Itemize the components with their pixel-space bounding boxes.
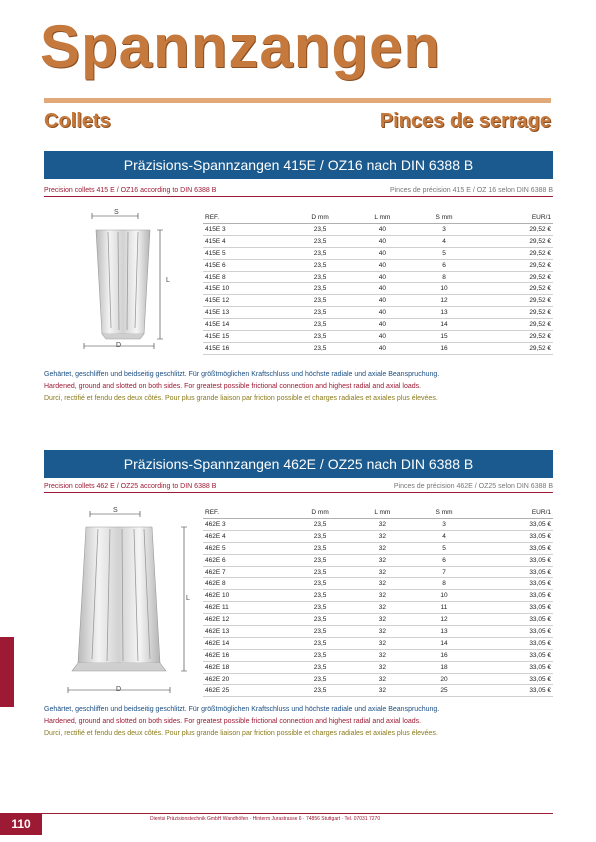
table-row — [203, 685, 553, 697]
description-german: Gehärtet, geschliffen und beidseitig geschlitzt. Für größtmöglichen Kraftschluss und höchste radiale und axiale Beanspruchung. — [44, 371, 440, 378]
section-banner-462e: Präzisions-Spannzangen 462E / OZ25 nach DIN 6388 B — [44, 450, 553, 478]
cell-l: 32 — [352, 530, 412, 542]
cell-l: 40 — [352, 319, 412, 331]
cell-l: 32 — [352, 649, 412, 661]
cell-price: 33,05 € — [476, 602, 553, 614]
table-row — [203, 602, 553, 614]
cell-s: 12 — [412, 614, 475, 626]
table-row — [203, 342, 553, 354]
cell-ref: 415E 14 — [203, 319, 288, 331]
cell-price: 29,52 € — [476, 342, 553, 354]
cell-l: 32 — [352, 673, 412, 685]
cell-s: 3 — [412, 224, 475, 236]
cell-d: 23,5 — [288, 673, 352, 685]
table-header-row — [203, 507, 553, 519]
cell-l: 32 — [352, 626, 412, 638]
col-s: S mm — [412, 507, 475, 519]
cell-s: 5 — [412, 542, 475, 554]
description-german: Gehärtet, geschliffen und beidseitig geschlitzt. Für größtmöglichen Kraftschluss und höchste radiale und axiale Beanspruchung. — [44, 706, 440, 713]
cell-d: 23,5 — [288, 637, 352, 649]
caption-french: Pinces de précision 415 E / OZ 16 selon DIN 6388 B — [389, 187, 553, 194]
table-row — [203, 235, 553, 247]
table-row — [203, 283, 553, 295]
cell-s: 5 — [412, 247, 475, 259]
table-row — [203, 295, 553, 307]
cell-l: 32 — [352, 590, 412, 602]
cell-l: 32 — [352, 566, 412, 578]
cell-price: 33,05 € — [476, 614, 553, 626]
cell-s: 16 — [412, 342, 475, 354]
cell-ref: 462E 20 — [203, 673, 288, 685]
cell-s: 20 — [412, 673, 475, 685]
cell-ref: 415E 5 — [203, 247, 288, 259]
cell-price: 29,52 € — [476, 331, 553, 343]
table-row — [203, 578, 553, 590]
cell-ref: 462E 4 — [203, 530, 288, 542]
dim-s-label: S — [114, 209, 119, 216]
cell-ref: 462E 25 — [203, 685, 288, 697]
footer-rule — [42, 813, 553, 814]
cell-s: 10 — [412, 283, 475, 295]
cell-l: 32 — [352, 661, 412, 673]
cell-ref: 462E 14 — [203, 637, 288, 649]
cell-ref: 462E 8 — [203, 578, 288, 590]
cell-d: 23,5 — [288, 685, 352, 697]
cell-d: 23,5 — [288, 590, 352, 602]
table-row — [203, 331, 553, 343]
dim-s-label: S — [113, 507, 118, 514]
description-french: Durci, rectifié et fendu des deux côtés. Pour plus grande liaison par friction possible et charges radiales et axiales plus élevées. — [44, 730, 438, 737]
cell-d: 23,5 — [288, 259, 352, 271]
table-row — [203, 259, 553, 271]
cell-s: 6 — [412, 554, 475, 566]
cell-s: 8 — [412, 578, 475, 590]
cell-d: 23,5 — [288, 271, 352, 283]
cell-price: 29,52 € — [476, 271, 553, 283]
table-row — [203, 519, 553, 531]
cell-price: 33,05 € — [476, 649, 553, 661]
cell-d: 23,5 — [288, 295, 352, 307]
cell-l: 40 — [352, 295, 412, 307]
page-number: 110 — [0, 813, 42, 835]
cell-ref: 462E 3 — [203, 519, 288, 531]
spec-table-462e — [203, 507, 553, 697]
cell-ref: 462E 12 — [203, 614, 288, 626]
cell-ref: 415E 4 — [203, 235, 288, 247]
cell-d: 23,5 — [288, 649, 352, 661]
cell-price: 33,05 € — [476, 530, 553, 542]
col-d: D mm — [288, 212, 352, 224]
cell-price: 29,52 € — [476, 259, 553, 271]
cell-ref: 415E 16 — [203, 342, 288, 354]
cell-d: 23,5 — [288, 554, 352, 566]
cell-s: 11 — [412, 602, 475, 614]
cell-d: 23,5 — [288, 342, 352, 354]
cell-l: 40 — [352, 283, 412, 295]
description-english: Hardened, ground and slotted on both sides. For greatest possible frictional connection and highest radial and axial loads. — [44, 718, 422, 725]
cell-l: 32 — [352, 554, 412, 566]
cell-d: 23,5 — [288, 602, 352, 614]
col-l: L mm — [352, 507, 412, 519]
caption-rule — [44, 492, 553, 493]
cell-price: 33,05 € — [476, 566, 553, 578]
cell-l: 32 — [352, 614, 412, 626]
subtitle-english: Collets — [44, 110, 111, 132]
table-row — [203, 566, 553, 578]
cell-s: 7 — [412, 566, 475, 578]
cell-d: 23,5 — [288, 578, 352, 590]
cell-l: 40 — [352, 331, 412, 343]
cell-l: 32 — [352, 519, 412, 531]
cell-d: 23,5 — [288, 566, 352, 578]
cell-d: 23,5 — [288, 614, 352, 626]
title-rule — [44, 98, 551, 103]
table-row — [203, 224, 553, 236]
cell-l: 40 — [352, 224, 412, 236]
cell-l: 40 — [352, 259, 412, 271]
side-tab-marker — [0, 637, 14, 707]
cell-s: 18 — [412, 661, 475, 673]
cell-s: 25 — [412, 685, 475, 697]
table-row — [203, 661, 553, 673]
table-row — [203, 626, 553, 638]
cell-ref: 462E 6 — [203, 554, 288, 566]
cell-ref: 462E 18 — [203, 661, 288, 673]
cell-ref: 462E 16 — [203, 649, 288, 661]
collet-462e-drawing — [60, 505, 200, 699]
cell-l: 32 — [352, 602, 412, 614]
footer-address: Dientsi Präzisionstechnik GmbH Wandhöfen · Hinterm Jurastrasse 6 · 74856 Stuttgart · Tel. 07031 7270 — [150, 816, 381, 822]
cell-ref: 462E 13 — [203, 626, 288, 638]
caption-english: Precision collets 415 E / OZ16 according to DIN 6388 B — [44, 187, 217, 194]
dim-l-label: L — [166, 277, 170, 284]
cell-d: 23,5 — [288, 224, 352, 236]
table-row — [203, 530, 553, 542]
dim-d-label: D — [116, 686, 122, 693]
section-banner-415e: Präzisions-Spannzangen 415E / OZ16 nach DIN 6388 B — [44, 151, 553, 179]
cell-price: 29,52 € — [476, 307, 553, 319]
cell-price: 29,52 € — [476, 319, 553, 331]
cell-price: 29,52 € — [476, 224, 553, 236]
cell-price: 33,05 € — [476, 542, 553, 554]
table-row — [203, 271, 553, 283]
cell-s: 4 — [412, 530, 475, 542]
cell-d: 23,5 — [288, 331, 352, 343]
cell-l: 32 — [352, 685, 412, 697]
cell-price: 33,05 € — [476, 519, 553, 531]
cell-l: 32 — [352, 578, 412, 590]
cell-l: 40 — [352, 307, 412, 319]
table-row — [203, 247, 553, 259]
cell-s: 6 — [412, 259, 475, 271]
cell-l: 32 — [352, 637, 412, 649]
description-english: Hardened, ground and slotted on both sides. For greatest possible frictional connection and highest radial and axial loads. — [44, 383, 422, 390]
description-french: Durci, rectifié et fendu des deux côtés. Pour plus grande liaison par friction possible et charges radiales et axiales plus élevées. — [44, 395, 438, 402]
cell-s: 14 — [412, 319, 475, 331]
caption-rule — [44, 196, 553, 197]
cell-ref: 462E 5 — [203, 542, 288, 554]
cell-d: 23,5 — [288, 283, 352, 295]
table-row — [203, 554, 553, 566]
table-row — [203, 614, 553, 626]
col-d: D mm — [288, 507, 352, 519]
cell-s: 3 — [412, 519, 475, 531]
page-title: Spannzangen — [40, 13, 442, 80]
cell-price: 33,05 € — [476, 673, 553, 685]
cell-d: 23,5 — [288, 319, 352, 331]
cell-ref: 462E 10 — [203, 590, 288, 602]
subtitle-french: Pinces de serrage — [379, 110, 551, 132]
cell-ref: 462E 11 — [203, 602, 288, 614]
cell-s: 16 — [412, 649, 475, 661]
cell-d: 23,5 — [288, 542, 352, 554]
cell-price: 33,05 € — [476, 637, 553, 649]
cell-ref: 415E 15 — [203, 331, 288, 343]
cell-d: 23,5 — [288, 530, 352, 542]
spec-table-415e — [203, 212, 553, 355]
col-s: S mm — [412, 212, 475, 224]
cell-s: 15 — [412, 331, 475, 343]
cell-price: 29,52 € — [476, 235, 553, 247]
cell-price: 29,52 € — [476, 295, 553, 307]
cell-s: 4 — [412, 235, 475, 247]
cell-ref: 415E 12 — [203, 295, 288, 307]
caption-english: Precision collets 462 E / OZ25 according to DIN 6388 B — [44, 483, 217, 490]
cell-ref: 415E 13 — [203, 307, 288, 319]
cell-d: 23,5 — [288, 235, 352, 247]
cell-l: 40 — [352, 247, 412, 259]
col-ref: REF. — [203, 212, 288, 224]
table-row — [203, 307, 553, 319]
col-l: L mm — [352, 212, 412, 224]
caption-french: Pinces de précision 462E / OZ25 selon DIN 6388 B — [393, 483, 553, 490]
cell-price: 33,05 € — [476, 685, 553, 697]
table-row — [203, 542, 553, 554]
cell-price: 29,52 € — [476, 283, 553, 295]
cell-price: 33,05 € — [476, 590, 553, 602]
cell-price: 33,05 € — [476, 626, 553, 638]
cell-ref: 415E 3 — [203, 224, 288, 236]
cell-d: 23,5 — [288, 247, 352, 259]
cell-price: 33,05 € — [476, 661, 553, 673]
dim-l-label: L — [186, 595, 190, 602]
col-ref: REF. — [203, 507, 288, 519]
cell-d: 23,5 — [288, 661, 352, 673]
cell-s: 12 — [412, 295, 475, 307]
cell-price: 33,05 € — [476, 554, 553, 566]
cell-l: 40 — [352, 342, 412, 354]
cell-ref: 462E 7 — [203, 566, 288, 578]
cell-d: 23,5 — [288, 307, 352, 319]
cell-ref: 415E 6 — [203, 259, 288, 271]
col-price: EUR/1 — [476, 507, 553, 519]
cell-s: 13 — [412, 307, 475, 319]
cell-l: 40 — [352, 271, 412, 283]
cell-d: 23,5 — [288, 519, 352, 531]
table-row — [203, 649, 553, 661]
cell-price: 29,52 € — [476, 247, 553, 259]
cell-ref: 415E 8 — [203, 271, 288, 283]
cell-s: 14 — [412, 637, 475, 649]
table-header-row — [203, 212, 553, 224]
table-row — [203, 319, 553, 331]
table-row — [203, 590, 553, 602]
cell-s: 10 — [412, 590, 475, 602]
cell-l: 32 — [352, 542, 412, 554]
cell-price: 33,05 € — [476, 578, 553, 590]
dim-d-label: D — [116, 342, 122, 349]
table-row — [203, 673, 553, 685]
cell-ref: 415E 10 — [203, 283, 288, 295]
table-row — [203, 637, 553, 649]
col-price: EUR/1 — [476, 212, 553, 224]
cell-d: 23,5 — [288, 626, 352, 638]
cell-s: 8 — [412, 271, 475, 283]
cell-l: 40 — [352, 235, 412, 247]
cell-s: 13 — [412, 626, 475, 638]
